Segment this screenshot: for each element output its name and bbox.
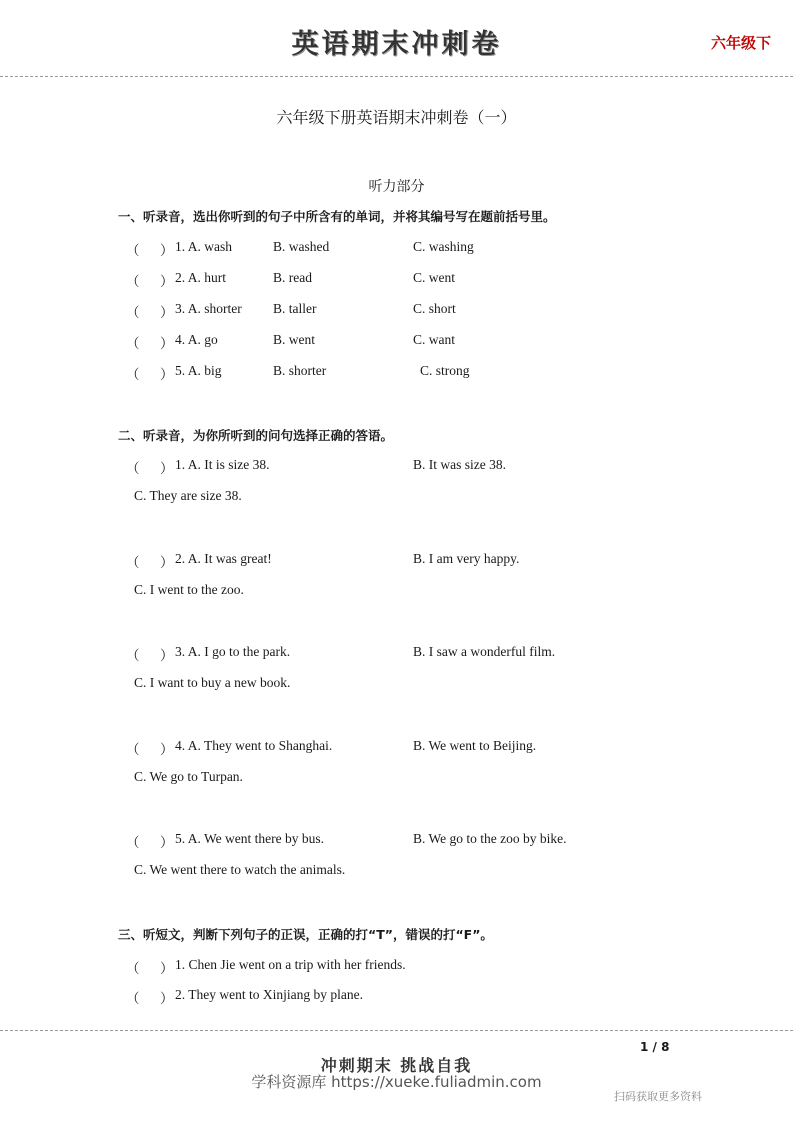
option-b: B. I saw a wonderful film. [413, 644, 556, 659]
answer-paren-open: （ [126, 742, 140, 757]
option-c: C. I want to buy a new book. [134, 675, 291, 690]
option-c: C. want [413, 332, 455, 347]
option-a: 2. A. hurt [175, 270, 227, 285]
part2-instruction: 二、听录音，为你所听到的问句选择正确的答语。 [118, 428, 394, 443]
answer-paren-close: ） [160, 367, 174, 382]
answer-paren-close: ） [160, 461, 174, 476]
answer-paren-close: ） [160, 835, 174, 850]
option-a: 4. A. They went to Shanghai. [175, 738, 333, 753]
paper-title: 六年级下册英语期末冲刺卷（一） [276, 108, 517, 127]
answer-paren-close: ） [160, 243, 174, 258]
option-a: 5. A. We went there by bus. [175, 831, 325, 846]
option-b: B. washed [273, 239, 330, 254]
option-a: 4. A. go [175, 332, 218, 347]
answer-paren-close: ） [160, 555, 174, 570]
option-c: C. short [413, 301, 456, 316]
option-b: B. We went to Beijing. [413, 738, 537, 753]
option-c: C. They are size 38. [134, 488, 242, 503]
answer-paren-close: ） [160, 274, 174, 289]
option-a: 1. A. wash [175, 239, 232, 254]
answer-paren-close: ） [160, 742, 174, 757]
option-b: B. taller [273, 301, 317, 316]
answer-paren-close: ） [160, 336, 174, 351]
header-divider [0, 76, 793, 77]
option-b: B. read [273, 270, 312, 285]
answer-paren-open: （ [126, 336, 140, 351]
option-a: 3. A. shorter [175, 301, 242, 316]
answer-paren-close: ） [160, 648, 174, 663]
scan-prompt-text: 扫码获取更多资料 [614, 1090, 702, 1103]
header-title: 英语期末冲刺卷 [291, 29, 502, 60]
part3-instruction: 三、听短文，判断下列句子的正误，正确的打“T”，错误的打“F”。 [118, 927, 493, 942]
footer-slogan: 冲刺期末 挑战自我 [320, 1056, 473, 1075]
section-title: 听力部分 [368, 179, 425, 195]
footer-divider [0, 1030, 793, 1031]
option-a: 3. A. I go to the park. [175, 644, 291, 659]
header-grade-label: 六年级下 [710, 34, 771, 52]
answer-paren-open: （ [126, 461, 140, 476]
answer-paren-open: （ [126, 961, 140, 976]
option-a: 2. A. It was great! [175, 551, 272, 566]
answer-paren-open: （ [126, 648, 140, 663]
page-number: 1 / 8 [640, 1040, 670, 1054]
part1-instruction: 一、听录音，选出你听到的句子中所含有的单词，并将其编号写在题前括号里。 [118, 209, 556, 224]
watermark-text: 学科资源库 https://xueke.fuliadmin.com [251, 1073, 542, 1091]
answer-paren-open: （ [126, 367, 140, 382]
option-c: C. washing [413, 239, 474, 254]
statement-text: 1. Chen Jie went on a trip with her friends. [175, 957, 406, 972]
option-b: B. shorter [273, 363, 327, 378]
option-c: C. went [413, 270, 455, 285]
option-b: B. went [273, 332, 315, 347]
option-a: 5. A. big [175, 363, 222, 378]
option-b: B. I am very happy. [413, 551, 520, 566]
answer-paren-close: ） [160, 305, 174, 320]
option-a: 1. A. It is size 38. [175, 457, 270, 472]
answer-paren-open: （ [126, 835, 140, 850]
answer-paren-open: （ [126, 991, 140, 1006]
answer-paren-open: （ [126, 555, 140, 570]
answer-paren-open: （ [126, 243, 140, 258]
option-b: B. It was size 38. [413, 457, 506, 472]
answer-paren-close: ） [160, 991, 174, 1006]
statement-text: 2. They went to Xinjiang by plane. [175, 987, 363, 1002]
option-c: C. strong [420, 363, 470, 378]
answer-paren-open: （ [126, 274, 140, 289]
answer-paren-close: ） [160, 961, 174, 976]
option-c: C. We go to Turpan. [134, 769, 243, 784]
answer-paren-open: （ [126, 305, 140, 320]
option-b: B. We go to the zoo by bike. [413, 831, 567, 846]
option-c: C. I went to the zoo. [134, 582, 244, 597]
option-c: C. We went there to watch the animals. [134, 862, 346, 877]
